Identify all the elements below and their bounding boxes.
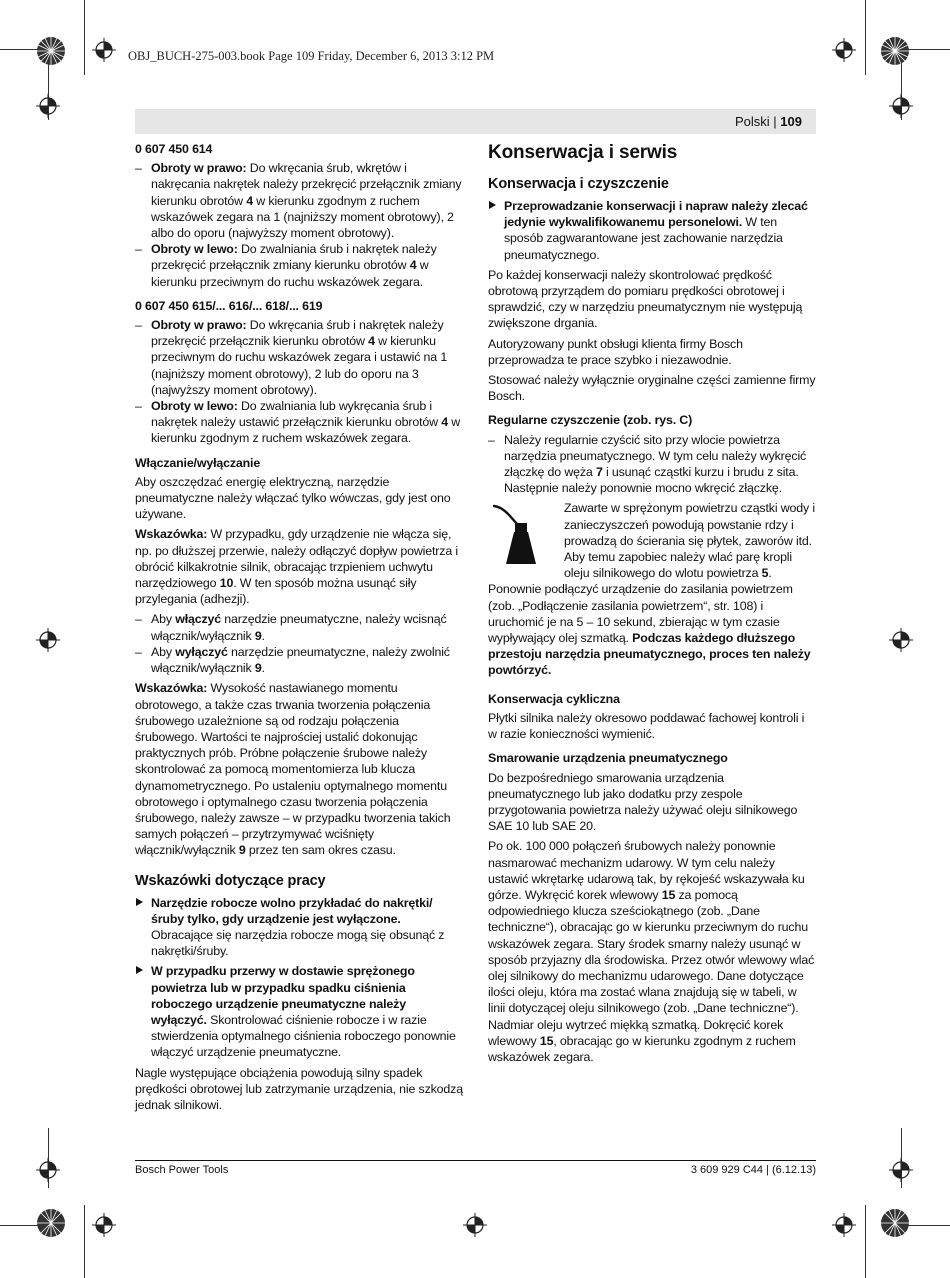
- direction-list: [135, 317, 463, 447]
- crosshair-mark-icon: [463, 1213, 487, 1237]
- paragraph: Nagle występujące obciążenia powodują silny spadek prędkości obrotowej lub zatrzymanie urządzenia, nie szkodzą jednak silnikowi.: [135, 1065, 463, 1112]
- list-item: – Obroty w prawo: Do wkręcania śrub, wkrętów i nakręcania nakrętek należy przekręcić przełącznik zmiany kierunku obrotów 4 w kierunku zgodnym z ruchem wskazówek zegara na 1 (najniższy moment obrotowy), 2 albo do oporu (najwyższy moment obrotowy).: [135, 160, 463, 241]
- paragraph: Po ok. 100 000 połączeń śrubowych należy ponownie nasmarować mechanizm udarowy. W tym celu należy ustawić wkrętarkę udarową tak, by rękojeść wskazywała ku górze. Wykręcić korek wlewowy 15 za pomocą odpowiedniego klucza sześciokątnego (zob. „Dane techniczne“), obracając go w kierunku przeciwnym do ruchu wskazówek zegara. Stary środek smarny należy usunąć w sposób przyjazny dla środowiska. Przez otwór wlewowy wlać olej silnikowy do mechanizmu udarowego. Dane dotyczące ilości oleju, która ma zostać wlana znajdują się w tabeli, w linii dotyczącej oleju silnikowego (zob. „Dane techniczne“). Nadmiar oleju wytrzeć miękką szmatką. Dokręcić korek wlewowy 15, obracając go w kierunku zgodnym z ruchem wskazówek zegara.: [488, 839, 815, 1064]
- section-title: Wskazówki dotyczące pracy: [135, 872, 326, 889]
- list-item: – Obroty w lewo: Do zwalniania lub wykręcania śrub i nakrętek należy ustawić przełącznik kierunku obrotów 4 w kierunku zgodnym z ruchem wskazówek zegara.: [135, 398, 463, 447]
- footer-rule: [135, 1160, 816, 1161]
- section-heading: Konserwacja cykliczna: [488, 691, 620, 706]
- print-header: OBJ_BUCH-275-003.book Page 109 Friday, December 6, 2013 3:12 PM: [128, 49, 495, 63]
- warning-item: Przeprowadzanie konserwacji i napraw należy zlecać jedynie wykwalifikowanemu personelowi. W ten sposób zagwarantowane jest zachowanie narzędzia pneumatycznego.: [488, 198, 816, 263]
- chapter-title: Konserwacja i serwis: [488, 142, 678, 163]
- model-heading: 0 607 450 614: [135, 142, 213, 156]
- paragraph: Płytki silnika należy okresowo poddawać fachowej kontroli i w razie konieczności wymienić.: [488, 710, 805, 742]
- crosshair-mark-icon: [889, 1158, 913, 1182]
- crosshair-mark-icon: [36, 1158, 60, 1182]
- list-item: – Aby wyłączyć narzędzie pneumatyczne, należy zwolnić włącznik/wyłącznik 9.: [135, 644, 463, 676]
- paragraph: Autoryzowany punkt obsługi klienta firmy Bosch przeprowadza te prace szybko i niezawodnie.: [488, 336, 743, 367]
- warning-item: W przypadku przerwy w dostawie sprężonego powietrza lub w przypadku spadku ciśnienia roboczego urządzenie pneumatyczne należy wyłączyć. Skontrolować ciśnienie robocze i w razie stwierdzenia optymalnego ciśnienia roboczego ponownie włączyć urządzenie pneumatyczne.: [135, 963, 463, 1060]
- crosshair-mark-icon: [36, 94, 60, 118]
- crosshair-mark-icon: [92, 1213, 116, 1237]
- registration-target-icon: [880, 36, 910, 66]
- section-heading: Regularne czyszczenie (zob. rys. C): [488, 413, 693, 428]
- footer-doc-number: 3 609 929 C44 | (6.12.13): [690, 1164, 816, 1176]
- switch-list: [135, 611, 463, 676]
- footer-brand: Bosch Power Tools: [135, 1164, 229, 1176]
- registration-target-icon: [880, 1208, 910, 1238]
- note-paragraph: Wskazówka: Wysokość nastawianego momentu obrotowego, a także czas trwania tworzenia połączenia śrubowego uzależnione są od rodzaju połączenia śrubowego. Wartości te najprościej ustalić dokonując praktycznych prób. Próbne połączenie śrubowe należy skontrolować za pomocą momentomierza lub klucza dynamometrycznego. Po ustaleniu optymalnego momentu obrotowego i optymalnego czasu tworzenia połączenia śrubowego, należy zawsze – w przypadku tworzenia takich samych połączeń – przytrzymywać wciśnięty włącznik/wyłącznik 9 przez ten sam okres czasu.: [135, 681, 451, 858]
- bullet-triangle-icon: [136, 966, 143, 974]
- left-column: [135, 141, 463, 1117]
- direction-list: [135, 160, 463, 290]
- list-item: – Obroty w prawo: Do wkręcania śrub i nakrętek należy przekręcić przełącznik kierunku obrotów 4 w kierunku przeciwnym do ruchu wskazówek zegara i ustawić na 1 (najniższy moment obrotowy), 2 lub do oporu na 3 (najwyższy moment obrotowy).: [135, 317, 463, 398]
- model-heading: 0 607 450 615/... 616/... 618/... 619: [135, 298, 323, 313]
- page-header-band: [135, 109, 816, 134]
- bullet-triangle-icon: [489, 201, 496, 209]
- oil-note: [488, 500, 816, 682]
- header-language: Polski: [735, 114, 770, 129]
- crosshair-mark-icon: [832, 38, 856, 62]
- bullet-triangle-icon: [136, 898, 143, 906]
- crosshair-mark-icon: [889, 94, 913, 118]
- list-item: – Aby włączyć narzędzie pneumatyczne, należy wcisnąć włącznik/wyłącznik 9.: [135, 611, 463, 643]
- list-item: – Obroty w lewo: Do zwalniania śrub i nakrętek należy przekręcić przełącznik zmiany kierunku obrotów 4 w kierunku przeciwnym do ruchu wskazówek zegara.: [135, 241, 463, 290]
- section-title: Konserwacja i czyszczenie: [488, 176, 669, 192]
- right-column: [488, 141, 816, 1069]
- paragraph: Do bezpośredniego smarowania urządzenia pneumatycznego lub jako dodatku przy zespole przygotowania powietrza należy używać oleju silnikowego SAE 10 lub SAE 20.: [488, 770, 798, 834]
- registration-target-icon: [36, 36, 66, 66]
- crosshair-mark-icon: [92, 38, 116, 62]
- oil-can-icon: [488, 502, 558, 568]
- page-number: 109: [780, 114, 802, 129]
- paragraph: Aby oszczędzać energię elektryczną, narzędzie pneumatyczne należy włączać tylko wówczas, gdy jest ono używane.: [135, 474, 451, 522]
- page-header-label: Polski | 109: [735, 114, 802, 129]
- paragraph: Stosować należy wyłącznie oryginalne części zamienne firmy Bosch.: [488, 373, 816, 404]
- paragraph: Po każdej konserwacji należy skontrolować prędkość obrotową przyrządem do pomiaru prędkości obrotowej i sprawdzić, czy w narzędziu pneumatycznym nie występują zwiększone drgania.: [488, 267, 803, 331]
- crosshair-mark-icon: [36, 628, 60, 652]
- warning-item: Narzędzie robocze wolno przykładać do nakrętki/śruby tylko, gdy urządzenie jest wyłączone. Obracające się narzędzia robocze mogą się obsunąć z nakrętki/śruby.: [135, 895, 463, 960]
- cleaning-list: [488, 432, 816, 497]
- list-item: – Należy regularnie czyścić sito przy wlocie powietrza narzędzia pneumatycznego. W tym celu należy wykręcić złączkę do węża 7 i usunąć cząstki kurzu i brudu z sita. Następnie należy ponownie mocno wkręcić złączkę.: [488, 432, 816, 497]
- section-heading: Włączanie/wyłączanie: [135, 455, 261, 470]
- note-paragraph: Wskazówka: W przypadku, gdy urządzenie nie włącza się, np. po dłuższej przerwie, należy odłączyć dopływ powietrza i obrócić kilkakrotnie silnik, obracając trzpieniem uchwytu narzędziowego 10. W ten sposób można usunąć siły przylegania (adhezji).: [135, 527, 458, 607]
- crosshair-mark-icon: [889, 628, 913, 652]
- oil-paragraph: Zawarte w sprężonym powietrzu cząstki wody i zanieczyszczeń powodują powstanie rdzy i prowadzą do ścierania się płytek, zaworów itd. Aby temu zapobiec należy wlać parę kropli oleju silnikowego do wlotu powietrza 5. Ponownie podłączyć urządzenie do zasilania powietrzem (zob. „Podłączenie zasilania powietrzem“, str. 108) i uruchomić je na 5 – 10 sekund, zbierając w tym czasie wypływający olej szmatką. Podczas każdego dłuższego przestoju narzędzia pneumatycznego, proces ten należy powtórzyć.: [488, 501, 815, 678]
- section-heading: Smarowanie urządzenia pneumatycznego: [488, 751, 728, 766]
- crosshair-mark-icon: [832, 1213, 856, 1237]
- registration-target-icon: [36, 1208, 66, 1238]
